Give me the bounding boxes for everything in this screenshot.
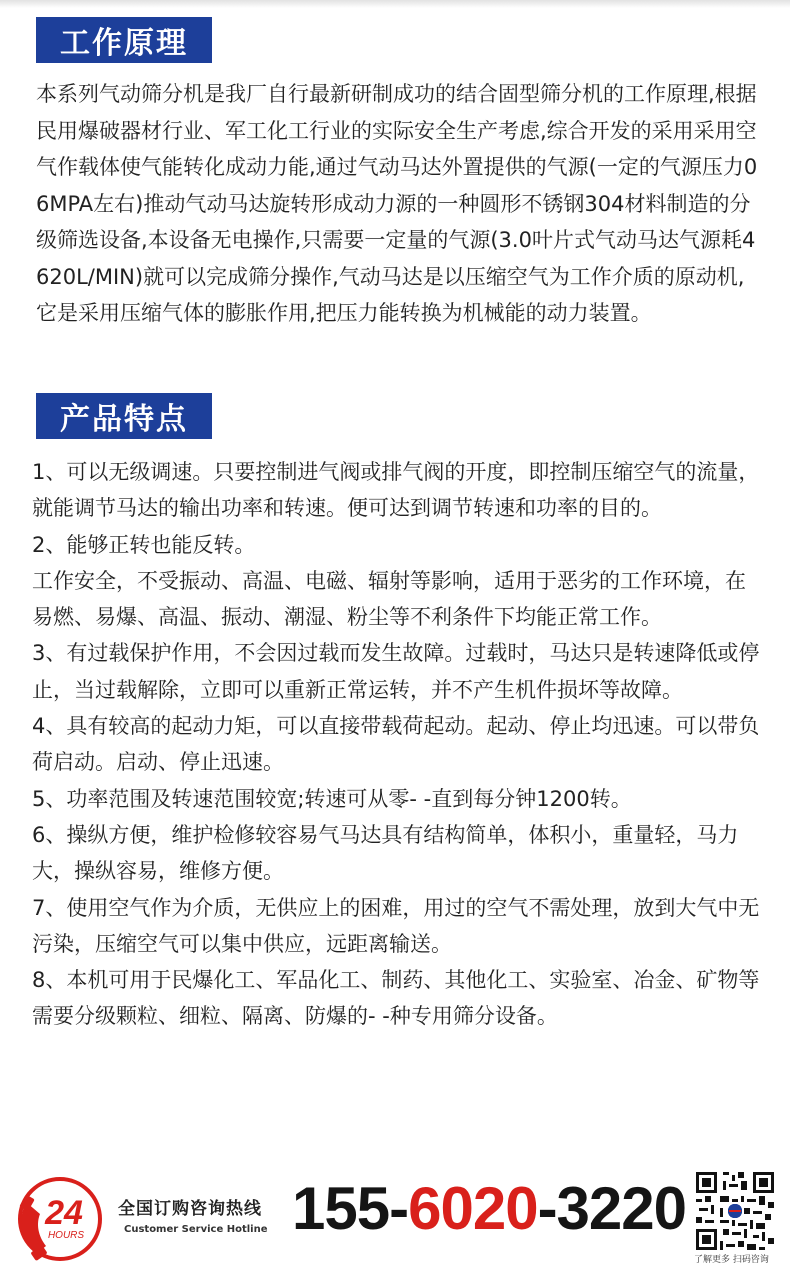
qr-caption: 了解更多 扫码咨询 [694,1255,769,1265]
features-title: 产品特点 [36,393,212,439]
list-item: 工作安全，不受振动、高温、电磁、辐射等影响，适用于恶劣的工作环境，在易燃、易爆、高温、振动、潮湿、粉尘等不利条件下均能正常工作。 [32,568,746,630]
list-item: 3、有过载保护作用，不会因过载而发生故障。过载时，马达只是转速降低或停止，当过载解除，立即可以重新正常运转，并不产生机件损坏等故障。 [32,641,760,702]
list-item: 1、可以无级调速。只要控制进气阀或排气阀的开度，即控制压缩空气的流量，就能调节马达的输出功率和转速。便可达到调节转速和功率的目的。 [32,460,760,521]
phone-part-3: -3220 [537,1175,687,1242]
phone-24-hours-icon [12,1174,104,1264]
features-list [32,454,760,1035]
hotline-footer [0,1170,790,1267]
list-item: 7、使用空气作为介质，无供应上的困难，用过的空气不需处理，放到大气中无污染，压缩空气可以集中供应，远距离输送。 [32,895,760,956]
phone-number[interactable] [292,1174,686,1244]
badge-number: 24 [45,1194,83,1232]
phone-part-2: 6020 [408,1175,538,1242]
list-item: 2、能够正转也能反转。 [32,532,256,557]
list-item: 8、本机可用于民爆化工、军品化工、制药、其他化工、实验室、冶金、矿物等需要分级颗粒、细粒、隔离、防爆的- -种专用筛分设备。 [32,968,760,1029]
top-shadow [0,0,790,8]
hotline-subtitle: Customer Service Hotline [124,1224,268,1235]
badge-text: HOURS [47,1230,85,1241]
qr-code-icon [696,1172,774,1250]
list-item: 4、具有较高的起动力矩，可以直接带载荷起动。起动、停止均迅速。可以带负荷启动。启动、停止迅速。 [32,714,760,775]
hotline-label: 全国订购咨询热线 [118,1199,262,1219]
list-item: 5、功率范围及转速范围较宽;转速可从零- -直到每分钟1200转。 [32,786,632,811]
principle-paragraph: 本系列气动筛分机是我厂自行最新研制成功的结合固型筛分机的工作原理,根据民用爆破器材行业、军工化工行业的实际安全生产考虑,综合开发的采用采用空气作载体使气能转化成动力能,通过气动马达外置提供的气源(一定的气源压力06MPA左右)推动气动马达旋转形成动力源的一种圆形不锈钢304材料制造的分级筛选设备,本设备无电操作,只需要一定量的气源(3.0叶片式气动马达气源耗4620L/MIN)就可以完成筛分操作,气动马达是以压缩空气为工作介质的原动机,它是采用压缩气体的膨胀作用,把压力能转换为机械能的动力装置。 [36,82,758,325]
phone-part-1: 155- [292,1175,409,1242]
list-item: 6、操纵方便，维护检修较容易气马达具有结构简单，体积小，重量轻，马力大，操纵容易，维修方便。 [32,822,739,884]
principle-title: 工作原理 [36,17,212,63]
